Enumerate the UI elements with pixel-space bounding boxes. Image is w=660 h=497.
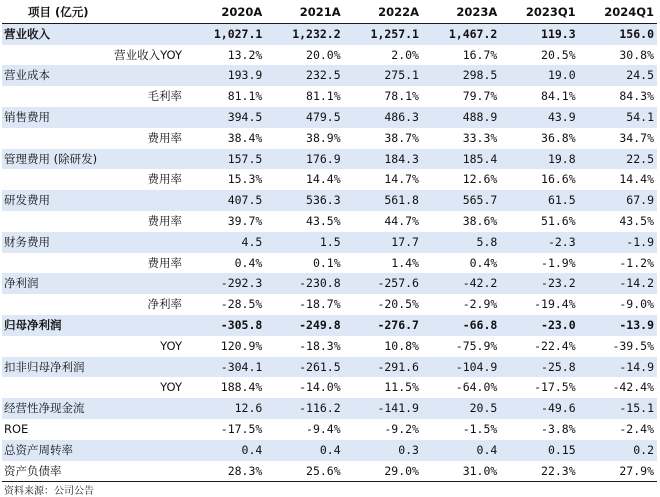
row-label: 财务费用 (2, 232, 187, 253)
table-cell: 16.6% (500, 169, 578, 190)
table-row (2, 294, 657, 315)
table-cell: -2.3 (500, 232, 578, 253)
row-sublabel: 费用率 (2, 169, 187, 190)
table-cell: -14.9 (579, 357, 657, 378)
row-label: 销售费用 (2, 107, 187, 128)
row-sublabel: YOY (2, 336, 187, 357)
table-cell: -39.5% (579, 336, 657, 357)
table-row (2, 253, 657, 274)
table-cell: 298.5 (422, 65, 500, 86)
table-cell: 4.5 (187, 232, 265, 253)
header-period: 2021A (265, 2, 343, 23)
row-sublabel: 费用率 (2, 253, 187, 274)
table-cell: 51.6% (500, 211, 578, 232)
header-period: 2024Q1 (579, 2, 657, 23)
financial-summary-table (2, 2, 657, 482)
row-sublabel: 费用率 (2, 211, 187, 232)
table-cell: 0.4 (422, 440, 500, 461)
table-row (2, 419, 657, 440)
table-cell: 565.7 (422, 190, 500, 211)
row-sublabel: 毛利率 (2, 86, 187, 107)
table-cell: 19.0 (500, 65, 578, 86)
table-cell: 275.1 (344, 65, 422, 86)
table-cell: 67.9 (579, 190, 657, 211)
table-cell: 81.1% (265, 86, 343, 107)
table-cell: 0.4% (422, 253, 500, 274)
table-cell: -23.0 (500, 315, 578, 336)
row-sublabel: 营业收入YOY (2, 45, 187, 66)
table-cell: -305.8 (187, 315, 265, 336)
header-item-label: 项目 (亿元) (2, 2, 187, 23)
table-cell: 394.5 (187, 107, 265, 128)
table-cell: 24.5 (579, 65, 657, 86)
table-cell: -1.9 (579, 232, 657, 253)
table-cell: -9.2% (344, 419, 422, 440)
table-cell: 0.1% (265, 253, 343, 274)
table-cell: -28.5% (187, 294, 265, 315)
table-row (2, 398, 657, 419)
table-cell: 185.4 (422, 149, 500, 170)
table-cell: 38.7% (344, 128, 422, 149)
table-row (2, 169, 657, 190)
table-cell: 486.3 (344, 107, 422, 128)
table-cell: 157.5 (187, 149, 265, 170)
table-cell: 79.7% (422, 86, 500, 107)
table-cell: 1,257.1 (344, 23, 422, 44)
row-label: 管理费用 (除研发) (2, 149, 187, 170)
table-cell: 0.4 (187, 440, 265, 461)
header-period: 2023A (422, 2, 500, 23)
table-cell: 22.5 (579, 149, 657, 170)
table-cell: 20.5 (422, 398, 500, 419)
table-cell: 43.9 (500, 107, 578, 128)
table-cell: 14.7% (344, 169, 422, 190)
table-row (2, 86, 657, 107)
table-cell: 36.8% (500, 128, 578, 149)
table-cell: -276.7 (344, 315, 422, 336)
table-row (2, 377, 657, 398)
table-cell: -23.2 (500, 273, 578, 294)
table-cell: -2.9% (422, 294, 500, 315)
table-cell: 0.4 (265, 440, 343, 461)
table-cell: -1.2% (579, 253, 657, 274)
table-row (2, 440, 657, 461)
table-body (2, 23, 657, 482)
table-row (2, 190, 657, 211)
table-cell: 38.6% (422, 211, 500, 232)
table-cell: 27.9% (579, 461, 657, 482)
table-cell: -13.9 (579, 315, 657, 336)
table-row (2, 65, 657, 86)
table-cell: -15.1 (579, 398, 657, 419)
row-label: 总资产周转率 (2, 440, 187, 461)
table-cell: -18.7% (265, 294, 343, 315)
table-cell: 0.4% (187, 253, 265, 274)
table-cell: 34.7% (579, 128, 657, 149)
table-row (2, 461, 657, 482)
table-cell: 1,232.2 (265, 23, 343, 44)
table-cell: 29.0% (344, 461, 422, 482)
table-cell: 16.7% (422, 45, 500, 66)
table-cell: 43.5% (579, 211, 657, 232)
table-cell: -304.1 (187, 357, 265, 378)
table-cell: 188.4% (187, 377, 265, 398)
table-cell: 15.3% (187, 169, 265, 190)
table-row (2, 315, 657, 336)
table-cell: 25.6% (265, 461, 343, 482)
table-cell: 13.2% (187, 45, 265, 66)
row-label: 营业成本 (2, 65, 187, 86)
table-cell: -141.9 (344, 398, 422, 419)
table-cell: -116.2 (265, 398, 343, 419)
table-cell: 193.9 (187, 65, 265, 86)
table-cell: 407.5 (187, 190, 265, 211)
row-sublabel: 净利率 (2, 294, 187, 315)
table-cell: -66.8 (422, 315, 500, 336)
table-cell: 28.3% (187, 461, 265, 482)
table-cell: 22.3% (500, 461, 578, 482)
row-label: 归母净利润 (2, 315, 187, 336)
table-cell: -104.9 (422, 357, 500, 378)
table-cell: 78.1% (344, 86, 422, 107)
table-cell: -22.4% (500, 336, 578, 357)
table-cell: -291.6 (344, 357, 422, 378)
table-cell: 19.8 (500, 149, 578, 170)
table-cell: -49.6 (500, 398, 578, 419)
table-cell: 84.3% (579, 86, 657, 107)
table-cell: 479.5 (265, 107, 343, 128)
table-row (2, 232, 657, 253)
table-cell: -230.8 (265, 273, 343, 294)
table-cell: -9.4% (265, 419, 343, 440)
header-period: 2022A (344, 2, 422, 23)
table-cell: 0.2 (579, 440, 657, 461)
table-cell: 84.1% (500, 86, 578, 107)
table-cell: 1.4% (344, 253, 422, 274)
table-cell: -1.5% (422, 419, 500, 440)
table-cell: 561.8 (344, 190, 422, 211)
table-cell: -3.8% (500, 419, 578, 440)
table-cell: -20.5% (344, 294, 422, 315)
table-cell: -9.0% (579, 294, 657, 315)
table-cell: 33.3% (422, 128, 500, 149)
header-period: 2020A (187, 2, 265, 23)
table-cell: 31.0% (422, 461, 500, 482)
table-cell: -42.2 (422, 273, 500, 294)
table-cell: -249.8 (265, 315, 343, 336)
table-cell: -18.3% (265, 336, 343, 357)
table-cell: -42.4% (579, 377, 657, 398)
row-label: ROE (2, 419, 187, 440)
table-cell: 14.4% (265, 169, 343, 190)
table-cell: 11.5% (344, 377, 422, 398)
row-sublabel: YOY (2, 377, 187, 398)
table-cell: 81.1% (187, 86, 265, 107)
table-cell: -14.0% (265, 377, 343, 398)
table-cell: 20.0% (265, 45, 343, 66)
table-cell: 1,467.2 (422, 23, 500, 44)
table-row (2, 23, 657, 44)
table-cell: 1,027.1 (187, 23, 265, 44)
table-row (2, 45, 657, 66)
table-cell: 17.7 (344, 232, 422, 253)
table-cell: -261.5 (265, 357, 343, 378)
table-cell: 30.8% (579, 45, 657, 66)
table-cell: -2.4% (579, 419, 657, 440)
table-row (2, 128, 657, 149)
source-footnote: 资料来源：公司公告 (4, 486, 94, 497)
table-header-row (2, 2, 657, 23)
table-row (2, 149, 657, 170)
table-cell: 44.7% (344, 211, 422, 232)
table-cell: 120.9% (187, 336, 265, 357)
table-cell: 5.8 (422, 232, 500, 253)
table-cell: 232.5 (265, 65, 343, 86)
table-row (2, 357, 657, 378)
table-row (2, 273, 657, 294)
table-cell: 10.8% (344, 336, 422, 357)
table-row (2, 336, 657, 357)
table-cell: 12.6% (422, 169, 500, 190)
row-sublabel: 费用率 (2, 128, 187, 149)
table-cell: 184.3 (344, 149, 422, 170)
table-cell: -257.6 (344, 273, 422, 294)
table-cell: 38.4% (187, 128, 265, 149)
table-cell: 0.15 (500, 440, 578, 461)
table-cell: 54.1 (579, 107, 657, 128)
row-label: 经营性净现金流 (2, 398, 187, 419)
table-cell: 176.9 (265, 149, 343, 170)
row-label: 资产负债率 (2, 461, 187, 482)
row-label: 净利润 (2, 273, 187, 294)
table-cell: 2.0% (344, 45, 422, 66)
table-cell: 488.9 (422, 107, 500, 128)
row-label: 扣非归母净利润 (2, 357, 187, 378)
table-cell: -64.0% (422, 377, 500, 398)
header-period: 2023Q1 (500, 2, 578, 23)
table-cell: 61.5 (500, 190, 578, 211)
table-cell: -19.4% (500, 294, 578, 315)
table-cell: -25.8 (500, 357, 578, 378)
table-cell: -17.5% (187, 419, 265, 440)
table-cell: 39.7% (187, 211, 265, 232)
table-cell: 14.4% (579, 169, 657, 190)
table-cell: -14.2 (579, 273, 657, 294)
table-cell: 536.3 (265, 190, 343, 211)
table-cell: 0.3 (344, 440, 422, 461)
table-cell: -17.5% (500, 377, 578, 398)
row-label: 研发费用 (2, 190, 187, 211)
table-row (2, 107, 657, 128)
table-row (2, 211, 657, 232)
table-cell: 1.5 (265, 232, 343, 253)
table-cell: -1.9% (500, 253, 578, 274)
table-cell: 43.5% (265, 211, 343, 232)
table-cell: -292.3 (187, 273, 265, 294)
table-cell: 119.3 (500, 23, 578, 44)
table-cell: 20.5% (500, 45, 578, 66)
table-cell: 38.9% (265, 128, 343, 149)
table-cell: 12.6 (187, 398, 265, 419)
row-label: 营业收入 (2, 23, 187, 44)
table-cell: -75.9% (422, 336, 500, 357)
table-cell: 156.0 (579, 23, 657, 44)
